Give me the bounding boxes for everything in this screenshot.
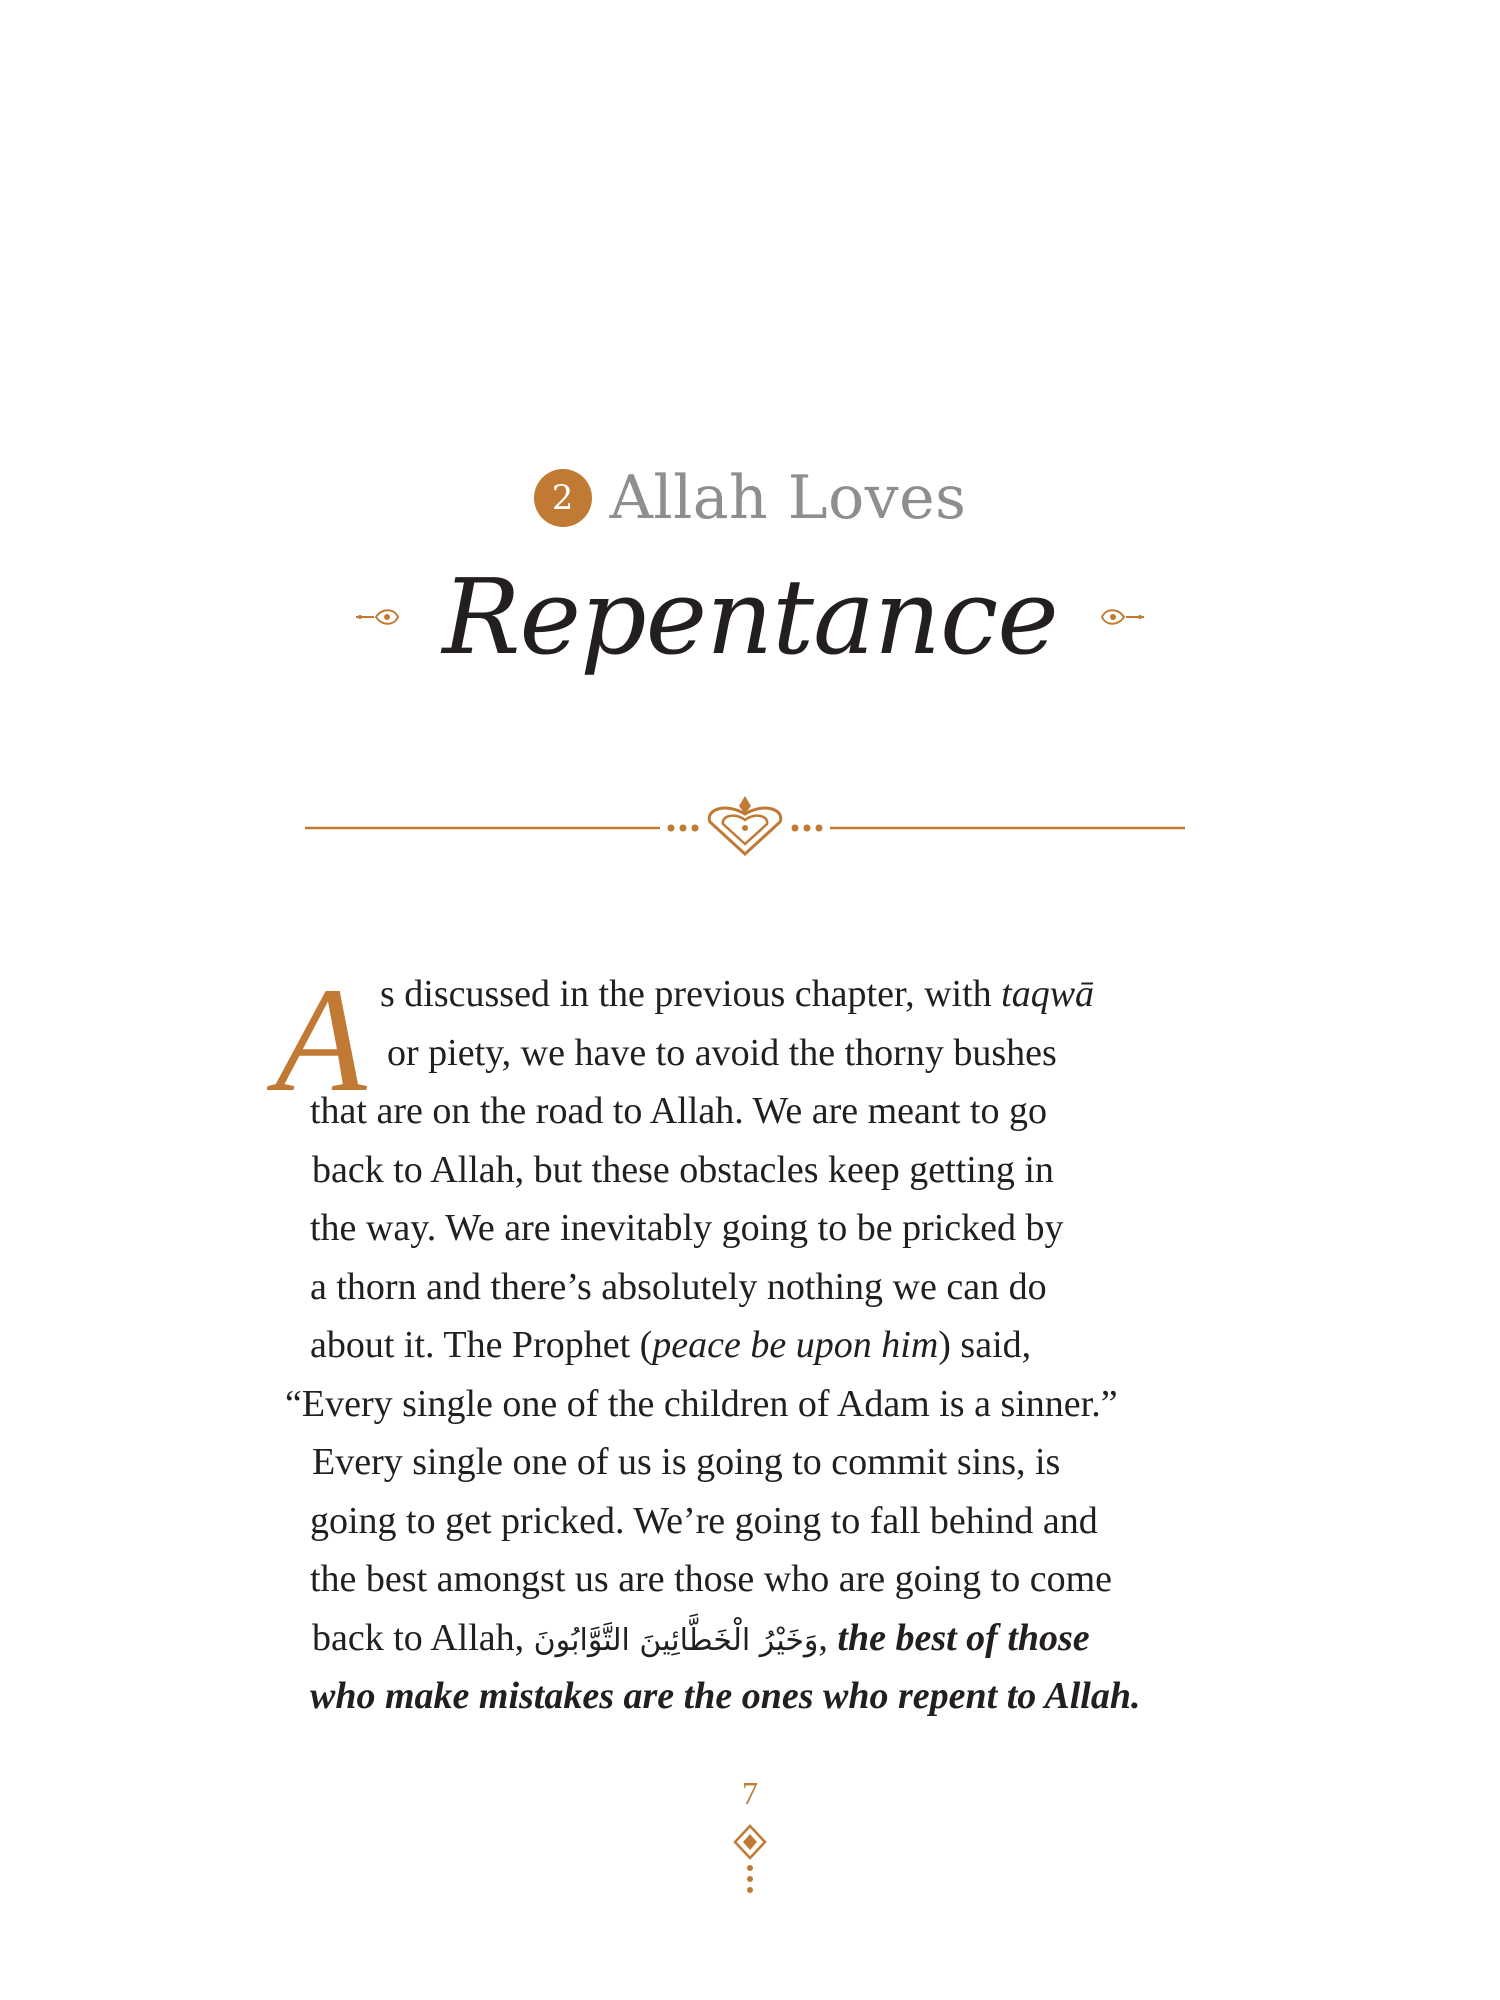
chapter-title: Repentance	[442, 556, 1058, 678]
body-line-11: the best amongst us are those who are going to come	[310, 1558, 1113, 1600]
chapter-heading-top	[0, 463, 1500, 533]
ornamental-divider	[305, 790, 1185, 860]
chapter-number: 2	[551, 478, 574, 518]
body-line-1: A s discussed in the previous chapter, with taqwā	[275, 957, 1095, 1123]
body-line-8: “Every single one of the children of Adam is a sinner.”	[285, 1382, 1118, 1425]
arabic-phrase: وَخَيْرُ الْخَطَّائِينَ التَّوَّابُونَ	[533, 1622, 819, 1658]
chapter-number-badge	[534, 469, 592, 527]
body-line-13: who make mistakes are the ones who repent to Allah.	[310, 1675, 1141, 1717]
chapter-title-pre: Allah Loves	[609, 463, 967, 533]
chapter-heading-main	[0, 556, 1500, 678]
body-line-3: that are on the road to Allah. We are meant to go	[310, 1090, 1047, 1132]
body-line-9: Every single one of us is going to commit sins, is	[312, 1441, 1061, 1483]
page-number: 7	[742, 1775, 758, 1811]
body-line-4: back to Allah, but these obstacles keep getting in	[312, 1148, 1054, 1191]
body-line-7: about it. The Prophet (peace be upon him) said,	[310, 1324, 1032, 1366]
body-line-5: the way. We are inevitably going to be pricked by	[310, 1207, 1064, 1249]
right-flourish-icon	[1098, 604, 1146, 630]
footer-ornament-icon	[725, 1822, 775, 1902]
body-line-2: or piety, we have to avoid the thorny bushes	[387, 1031, 1057, 1074]
body-line-12: back to Allah, وَخَيْرُ الْخَطَّائِينَ التَّوَّابُونَ, the best of those	[312, 1616, 1090, 1659]
left-flourish-icon	[354, 604, 402, 630]
drop-cap: A	[275, 957, 367, 1123]
body-line-10: going to get pricked. We’re going to fall behind and	[310, 1499, 1098, 1542]
body-paragraph	[275, 957, 1175, 1726]
body-line-6: a thorn and there’s absolutely nothing we can do	[310, 1265, 1047, 1308]
